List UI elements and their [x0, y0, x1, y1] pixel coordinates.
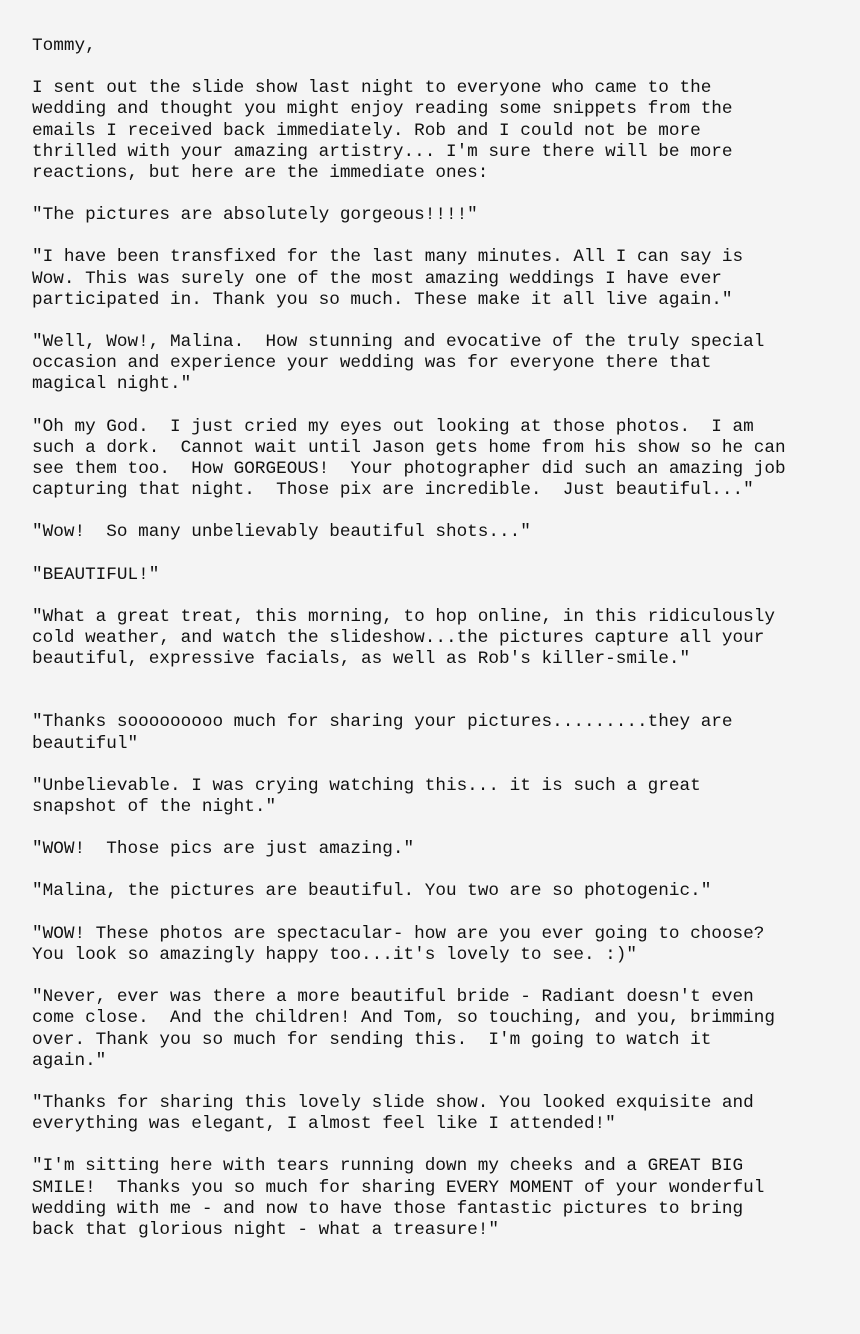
quote-transfixed: "I have been transfixed for the last many minutes. All I can say is Wow. This was surely one of the most amazing weddings I have ever participated in. Thank you so much. These make it all live again." [32, 247, 744, 310]
quote-spectacular: "WOW! These photos are spectacular- how are you ever going to choose? You look so amazingly happy too...it's lovely to see. :)" [32, 923, 765, 965]
quote-well-wow: "Well, Wow!, Malina. How stunning and evocative of the truly special occasion and experience your wedding was for everyone there that magical night." [32, 332, 765, 395]
quote-radiant-bride: "Never, ever was there a more beautiful bride - Radiant doesn't even come close. And the children! And Tom, so touching, and you, brimming over. Thank you so much for sending this. I'm going to watch it again." [32, 987, 775, 1071]
greeting: Tommy, [32, 36, 96, 56]
quote-wow-pics: "WOW! Those pics are just amazing." [32, 839, 415, 860]
quote-great-treat: "What a great treat, this morning, to hop online, in this ridiculously cold weather, and watch the slideshow...the pictures capture all your beautiful, expressive facials, as well as Rob's killer-smile." [32, 606, 775, 670]
quote-oh-my-god: "Oh my God. I just cried my eyes out looking at those photos. I am such a dork. Cannot wait until Jason gets home from his show so he can see them too. How GORGEOUS! Your photographer did such an amazing job capturing that night. Those pix are incredible. Just beautiful..." [32, 416, 786, 501]
intro-paragraph: I sent out the slide show last night to everyone who came to the wedding and thought you might enjoy reading some snippets from the emails I received back immediately. Rob and I could not be more thrilled with your amazing artistry... I'm sure there will be more reactions, but here are the immediate ones: [32, 78, 733, 184]
quote-tears-big-smile: "I'm sitting here with tears running down my cheeks and a GREAT BIG SMILE! Thanks you so much for sharing EVERY MOMENT of your wonderful wedding with me - and now to have those fantastic pictures to bring back that glorious night - what a treasure!" [32, 1156, 765, 1240]
quote-unbelievable: "Unbelievable. I was crying watching this... it is such a great snapshot of the night." [32, 775, 701, 818]
quote-so-many-shots: "Wow! So many unbelievably beautiful shots..." [32, 522, 531, 543]
quote-thanks-sharing: "Thanks sooooooooo much for sharing your pictures.........they are beautiful" [32, 712, 733, 754]
quote-beautiful: "BEAUTIFUL!" [32, 564, 160, 585]
quote-lovely-slide-show: "Thanks for sharing this lovely slide show. You looked exquisite and everything was elegant, I almost feel like I attended!" [32, 1092, 754, 1135]
quote-gorgeous: "The pictures are absolutely gorgeous!!!!" [32, 205, 478, 226]
quote-photogenic: "Malina, the pictures are beautiful. You two are so photogenic." [32, 881, 712, 902]
